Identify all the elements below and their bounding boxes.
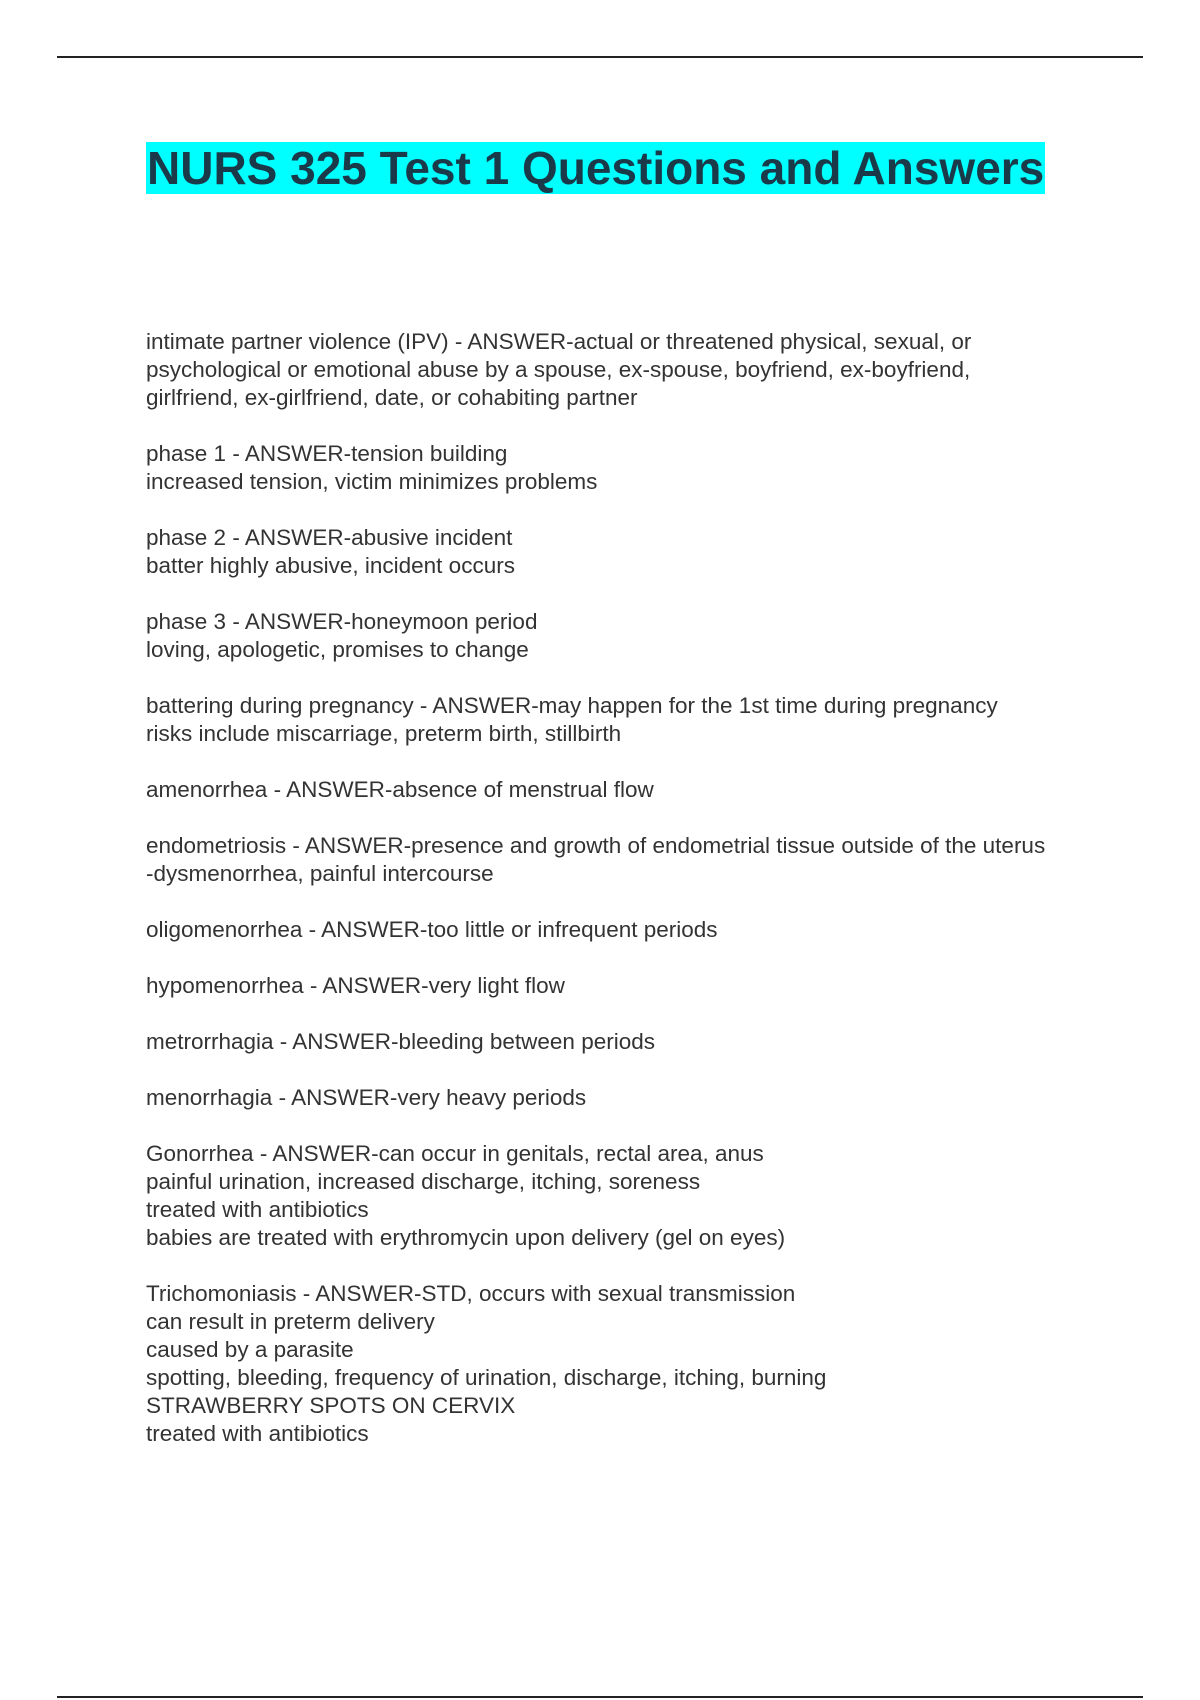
- qa-entry: [146, 608, 1066, 664]
- footer-rule: [57, 1696, 1143, 1698]
- qa-detail-line: batter highly abusive, incident occurs: [146, 553, 515, 578]
- qa-detail-line: painful urination, increased discharge, itching, soreness: [146, 1169, 701, 1194]
- qa-detail-line: increased tension, victim minimizes problems: [146, 469, 598, 494]
- qa-detail-line: caused by a parasite: [146, 1337, 354, 1362]
- qa-entry: [146, 1280, 1066, 1448]
- qa-entry: [146, 440, 1066, 496]
- qa-entry: [146, 328, 1066, 412]
- qa-detail-line: babies are treated with erythromycin upon delivery (gel on eyes): [146, 1225, 786, 1250]
- qa-entry: [146, 1140, 1066, 1252]
- qa-detail-line: loving, apologetic, promises to change: [146, 637, 529, 662]
- qa-entry: [146, 692, 1066, 748]
- qa-entry: [146, 1084, 1066, 1112]
- document-title: [146, 140, 1046, 196]
- qa-entry: [146, 524, 1066, 580]
- qa-term-line: oligomenorrhea - ANSWER-too little or infrequent periods: [146, 917, 718, 942]
- qa-entry: [146, 1028, 1066, 1056]
- qa-detail-line: risks include miscarriage, preterm birth, stillbirth: [146, 721, 622, 746]
- qa-entry: [146, 776, 1066, 804]
- qa-detail-line: -dysmenorrhea, painful intercourse: [146, 861, 494, 886]
- qa-term-line: amenorrhea - ANSWER-absence of menstrual flow: [146, 777, 654, 802]
- qa-term-line: hypomenorrhea - ANSWER-very light flow: [146, 973, 565, 998]
- qa-term-line: phase 3 - ANSWER-honeymoon period: [146, 609, 538, 634]
- qa-term-line: metrorrhagia - ANSWER-bleeding between periods: [146, 1029, 655, 1054]
- qa-detail-line: treated with antibiotics: [146, 1421, 369, 1446]
- qa-entry: [146, 832, 1066, 888]
- qa-detail-line: spotting, bleeding, frequency of urination, discharge, itching, burning: [146, 1365, 827, 1390]
- qa-term-line: phase 2 - ANSWER-abusive incident: [146, 525, 513, 550]
- qa-entry: [146, 972, 1066, 1000]
- qa-term-line: endometriosis - ANSWER-presence and growth of endometrial tissue outside of the uterus: [146, 833, 1046, 858]
- header-rule: [57, 56, 1143, 58]
- qa-term-line: Trichomoniasis - ANSWER-STD, occurs with sexual transmission: [146, 1281, 796, 1306]
- qa-term-line: Gonorrhea - ANSWER-can occur in genitals, rectal area, anus: [146, 1141, 764, 1166]
- qa-term-line: phase 1 - ANSWER-tension building: [146, 441, 508, 466]
- title-highlight: NURS 325 Test 1 Questions and Answers: [147, 142, 1045, 194]
- qa-detail-line: can result in preterm delivery: [146, 1309, 435, 1334]
- qa-entry: [146, 916, 1066, 944]
- qa-term-line: menorrhagia - ANSWER-very heavy periods: [146, 1085, 587, 1110]
- qa-list: [146, 328, 1066, 1476]
- qa-term-line: battering during pregnancy - ANSWER-may happen for the 1st time during pregnancy: [146, 693, 998, 718]
- qa-term-line: intimate partner violence (IPV) - ANSWER-actual or threatened physical, sexual, or psychological or emotional abuse by a spouse, ex-spouse, boyfriend, ex-boyfriend, girlfriend, ex-girlfriend, date, or cohabiting partner: [146, 329, 972, 410]
- qa-detail-line: STRAWBERRY SPOTS ON CERVIX: [146, 1393, 516, 1418]
- qa-detail-line: treated with antibiotics: [146, 1197, 369, 1222]
